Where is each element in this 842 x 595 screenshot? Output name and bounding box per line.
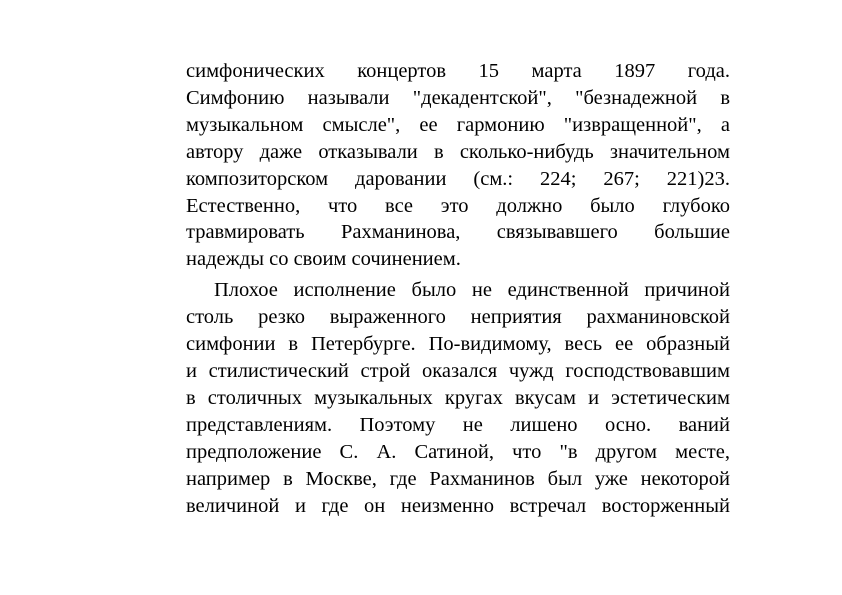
text-line: и стилистический строй оказался чужд господствовавшим [186, 359, 730, 382]
text-line: композиторском даровании (см.: 224; 267; 221)23. [186, 167, 730, 190]
document-page [186, 58, 730, 519]
text-line: травмировать Рахманинова, связывавшего большие [186, 221, 730, 244]
text-line: в столичных музыкальных кругах вкусам и эстетическим [186, 386, 730, 409]
text-line: надежды со своим сочинением. [186, 248, 461, 271]
text-line: Симфонию называли "декадентской", "безнадежной в [186, 86, 730, 109]
text-line: музыкальном смысле", ее гармонию "извращенной", а [186, 113, 730, 136]
text-line: симфонии в Петербурге. По-видимому, весь ее образный [186, 333, 730, 356]
paragraph-2 [186, 277, 730, 519]
text-line: симфонических концертов 15 марта 1897 года. [186, 60, 730, 82]
text-line: величиной и где он неизменно встречал восторженный [186, 494, 730, 517]
text-line: Плохое исполнение было не единственной причиной [214, 279, 730, 302]
text-line: автору даже отказывали в сколько-нибудь значительном [186, 140, 730, 163]
paragraph-1 [186, 58, 730, 273]
text-line: предположение С. А. Сатиной, что "в другом месте, [186, 440, 730, 463]
text-line: столь резко выраженного неприятия рахманиновской [186, 306, 730, 329]
text-line: представлениям. Поэтому не лишено осно. ваний [186, 413, 730, 436]
text-line: Естественно, что все это должно было глубоко [186, 194, 730, 217]
text-line: например в Москве, где Рахманинов был уже некоторой [186, 467, 730, 490]
